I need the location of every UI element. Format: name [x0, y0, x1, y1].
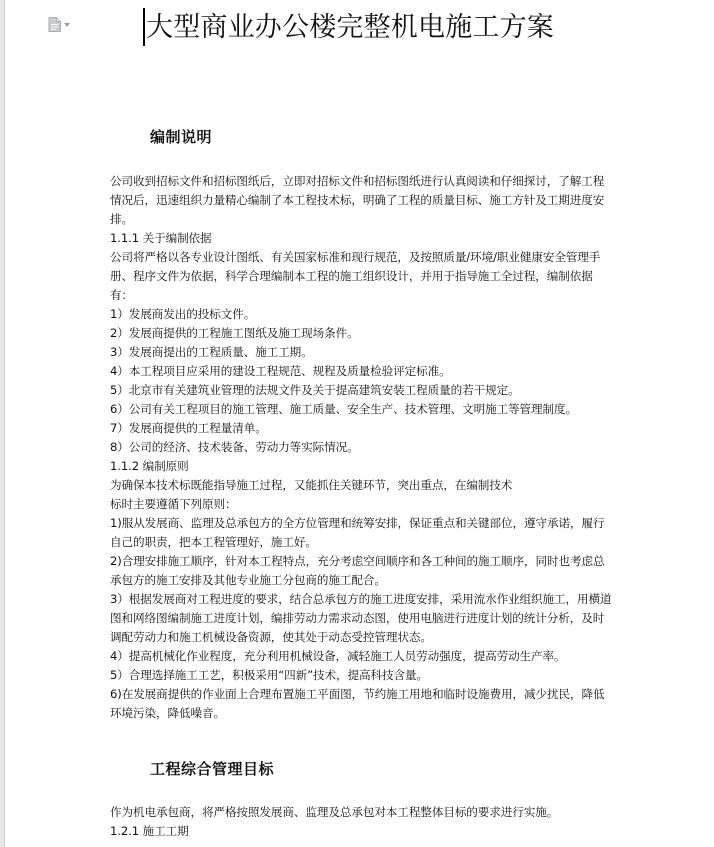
- principle-item: 4）提高机械化作业程度，充分利用机械设备，减轻施工人员劳动强度，提高劳动生产率。: [110, 649, 566, 663]
- section-heading-preparation: 编制说明: [150, 128, 213, 146]
- text-cursor: [143, 8, 145, 46]
- basis-paragraph: 公司将严格以各专业设计图纸、有关国家标准和现行规范，及按照质量/环境/职业健康安全管理手册、程序文件为依据，科学合理编制本工程的施工组织设计，并用于指导施工全过程，编制依据有：: [110, 250, 601, 302]
- chevron-down-icon: [64, 23, 70, 27]
- basis-item: 5）北京市有关建筑业管理的法规文件及关于提高建筑安装工程质量的若干规定。: [110, 383, 520, 397]
- subsection-1-1-2-title: 1.1.2 编制原则: [110, 459, 189, 473]
- basis-item: 4）本工程项目应采用的建设工程规范、规程及质量检验评定标准。: [110, 364, 451, 378]
- basis-item: 7）发展商提供的工程量清单。: [110, 421, 267, 435]
- page-edge: [0, 0, 5, 847]
- principles-intro-line: 为确保本技术标既能指导施工过程，又能抓住关键环节，突出重点，在编制技术: [110, 478, 513, 492]
- document-menu[interactable]: [48, 17, 70, 32]
- basis-item: 2）发展商提供的工程施工图纸及施工现场条件。: [110, 326, 359, 340]
- principle-item: 6)在发展商提供的作业面上合理布置施工平面图，节约施工用地和临时设施费用，减少扰民，降低环境污染，降低噪音。: [110, 687, 605, 720]
- section1-body: [110, 172, 615, 723]
- subsection-1-1-1-title: 1.1.1 关于编制依据: [110, 231, 212, 245]
- basis-item: 6）公司有关工程项目的施工管理、施工质量、安全生产、技术管理、文明施工等管理制度。: [110, 402, 578, 416]
- document-title[interactable]: 大型商业办公楼完整机电施工方案: [146, 12, 554, 43]
- intro-paragraph: 公司收到招标文件和招标图纸后，立即对招标文件和招标图纸进行认真阅读和仔细探讨，了解工程情况后，迅速组织力量精心编制了本工程技术标，明确了工程的质量目标、施工方针及工期进度安排。: [110, 174, 605, 226]
- section-heading-management-goals: 工程综合管理目标: [150, 760, 275, 778]
- principle-item: 1)服从发展商、监理及总承包方的全方位管理和统筹安排，保证重点和关键部位，遵守承诺，履行自己的职责，把本工程管理好，施工好。: [110, 516, 605, 549]
- basis-item: 1）发展商发出的投标文件。: [110, 307, 256, 321]
- basis-item: 8）公司的经济、技术装备、劳动力等实际情况。: [110, 440, 359, 454]
- document-icon: [48, 17, 61, 32]
- principle-item: 3）根据发展商对工程进度的要求，结合总承包方的施工进度安排，采用流水作业组织施工，用横道图和网络图编制施工进度计划，编排劳动力需求动态图，使用电脑进行进度计划的统计分析，及时调配劳动力和施工机械设备资源，使其处于动态受控管理状态。: [110, 592, 612, 644]
- section2-intro: 作为机电承包商，将严格按照发展商、监理及总承包对本工程整体目标的要求进行实施。: [110, 805, 559, 819]
- basis-item: 3）发展商提出的工程质量、施工工期。: [110, 345, 313, 359]
- principle-item: 2)合理安排施工顺序，针对本工程特点，充分考虑空间顺序和各工种间的施工顺序，同时也考虑总承包方的施工安排及其他专业施工分包商的施工配合。: [110, 554, 605, 587]
- section2-body: [110, 803, 615, 841]
- principles-intro-line: 标时主要遵循下列原则：: [110, 497, 237, 511]
- subsection-1-2-1-title: 1.2.1 施工工期: [110, 824, 189, 838]
- principle-item: 5）合理选择施工工艺，积极采用“四新”技术，提高科技含量。: [110, 668, 428, 682]
